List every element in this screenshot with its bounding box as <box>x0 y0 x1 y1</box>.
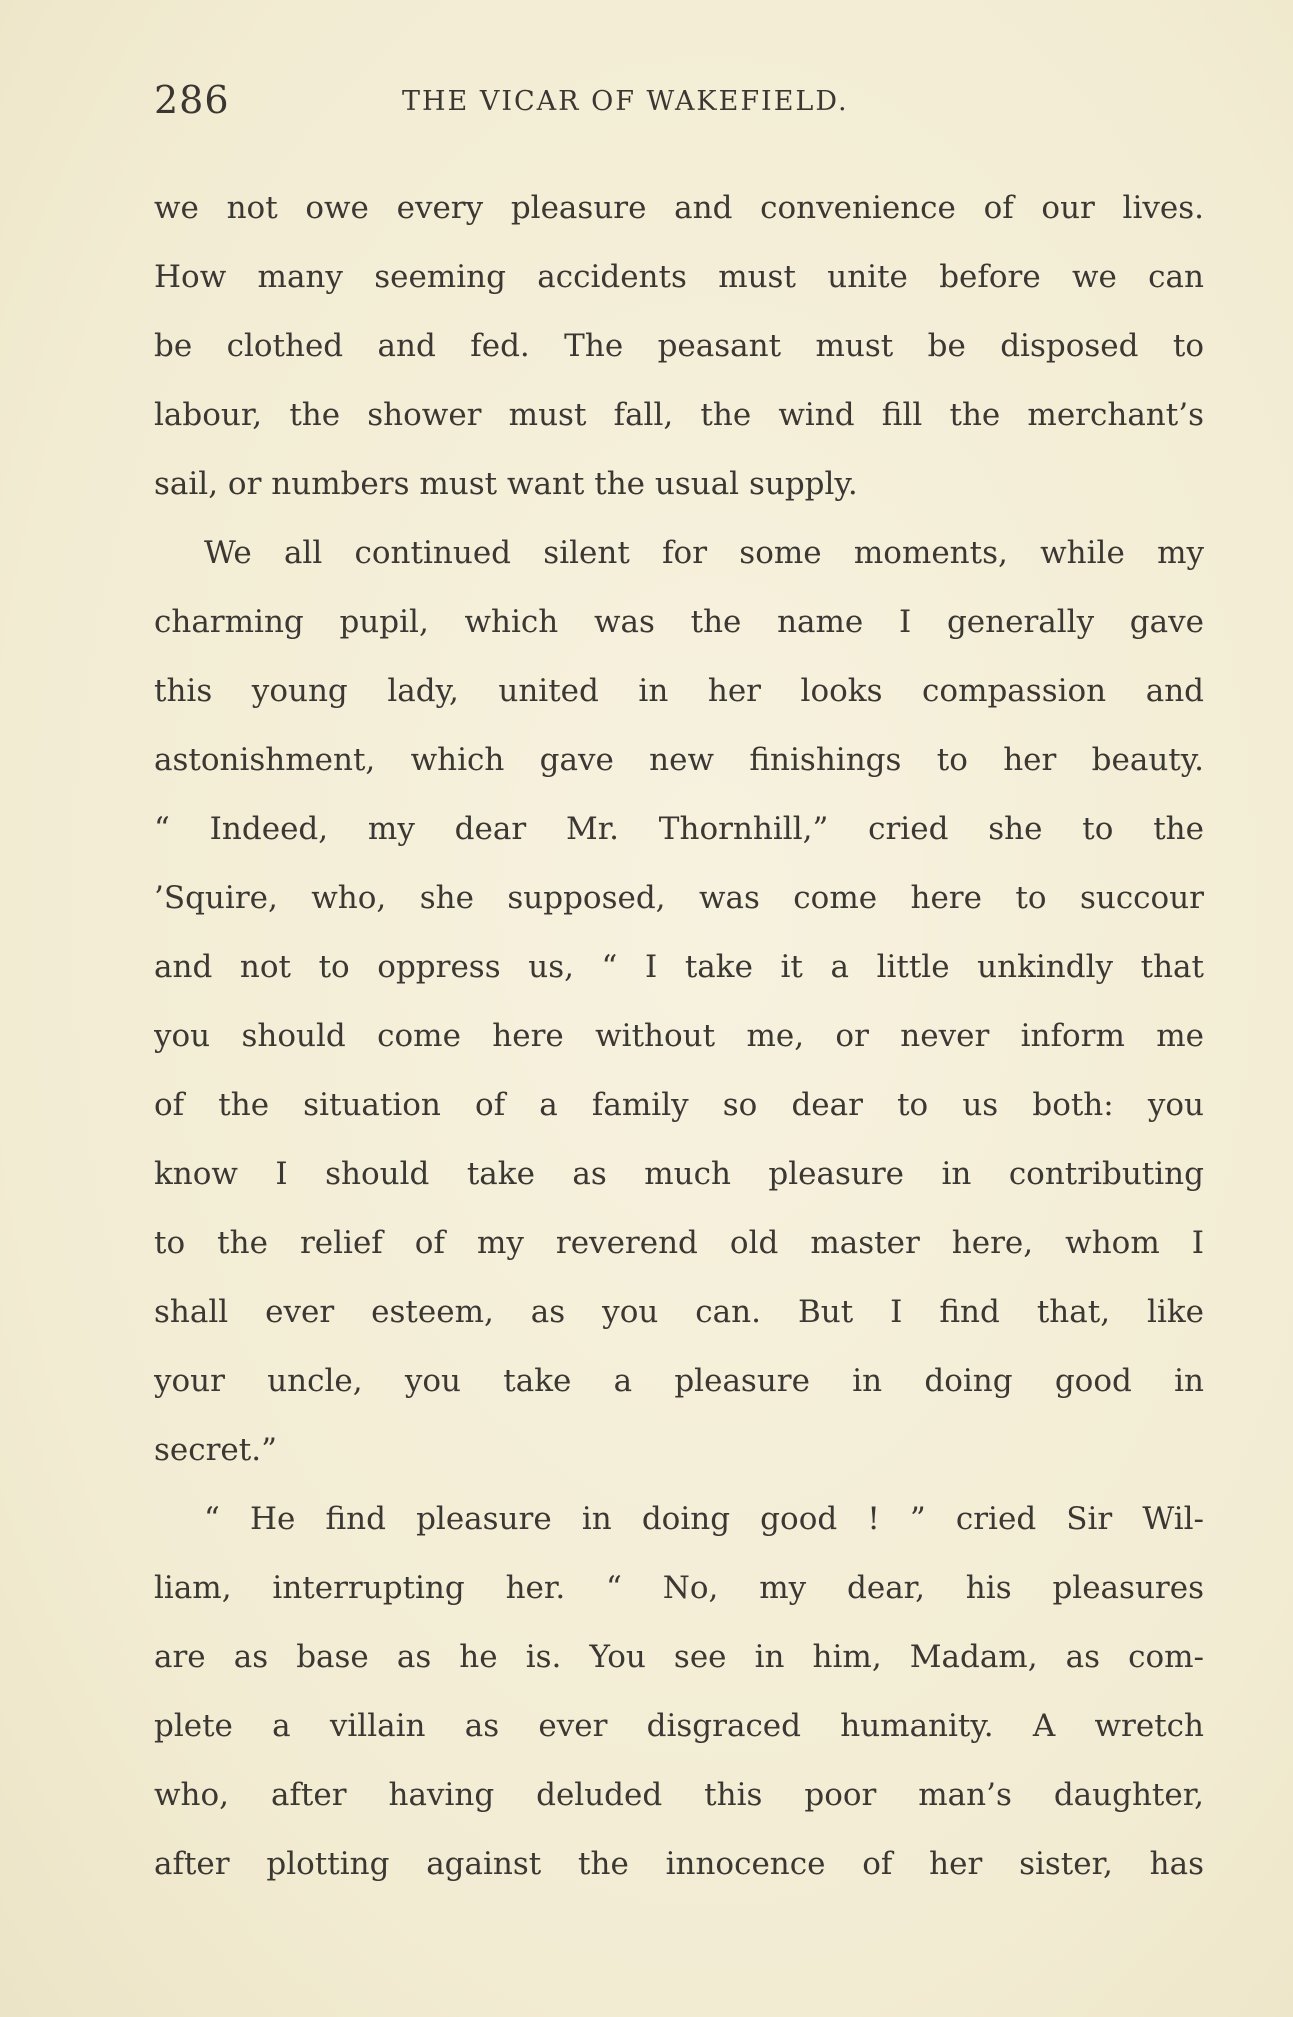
text-line: be clothed and fed. The peasant must be disposed to <box>154 328 1204 364</box>
text-line: your uncle, you take a pleasure in doing good in <box>154 1363 1204 1399</box>
text-line: shall ever esteem, as you can. But I find that, like <box>154 1294 1204 1330</box>
text-line: after plotting against the innocence of her sister, has <box>154 1846 1204 1882</box>
running-title: THE VICAR OF WAKEFIELD. <box>402 86 849 117</box>
text-line: to the relief of my reverend old master here, whom I <box>154 1225 1204 1261</box>
text-line: “ He find pleasure in doing good ! ” cried Sir Wil- <box>204 1501 1204 1537</box>
text-line: and not to oppress us, “ I take it a little unkindly that <box>154 949 1204 985</box>
text-line: How many seeming accidents must unite before we can <box>154 259 1204 295</box>
text-line: “ Indeed, my dear Mr. Thornhill,” cried she to the <box>154 811 1204 847</box>
text-line: you should come here without me, or never inform me <box>154 1018 1204 1054</box>
text-line: We all continued silent for some moments, while my <box>204 535 1204 571</box>
text-line: this young lady, united in her looks compassion and <box>154 673 1204 709</box>
page-number: 286 <box>154 78 230 122</box>
text-line: of the situation of a family so dear to us both: you <box>154 1087 1204 1123</box>
text-line: we not owe every pleasure and convenience of our lives. <box>154 190 1204 226</box>
text-line: liam, interrupting her. “ No, my dear, his pleasures <box>154 1570 1204 1606</box>
text-line: charming pupil, which was the name I generally gave <box>154 604 1204 640</box>
text-line: labour, the shower must fall, the wind fill the merchant’s <box>154 397 1204 433</box>
text-line: know I should take as much pleasure in contributing <box>154 1156 1204 1192</box>
text-line: who, after having deluded this poor man’s daughter, <box>154 1777 1204 1813</box>
text-line: plete a villain as ever disgraced humanity. A wretch <box>154 1708 1204 1744</box>
text-line: are as base as he is. You see in him, Madam, as com- <box>154 1639 1204 1675</box>
running-header <box>154 78 1204 130</box>
text-line: sail, or numbers must want the usual supply. <box>154 466 858 502</box>
text-line: secret.” <box>154 1432 277 1468</box>
text-line: ’Squire, who, she supposed, was come here to succour <box>154 880 1204 916</box>
body-text <box>154 174 1204 1899</box>
text-line: astonishment, which gave new finishings to her beauty. <box>154 742 1204 778</box>
